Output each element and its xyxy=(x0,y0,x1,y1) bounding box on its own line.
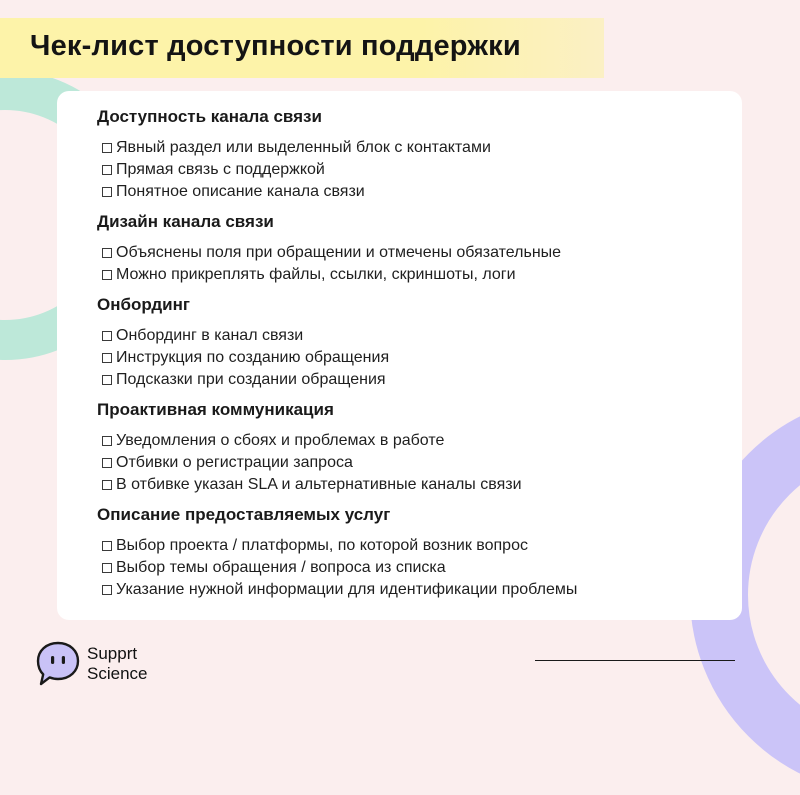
checklist-item[interactable] xyxy=(97,474,577,496)
checkbox[interactable] xyxy=(102,458,112,468)
checkbox[interactable] xyxy=(102,541,112,551)
checklist-item-label: Можно прикреплять файлы, ссылки, скриншоты, логи xyxy=(116,266,516,283)
checklist-items xyxy=(97,430,577,496)
checklist-items xyxy=(97,137,577,203)
checklist-item-label: Онбординг в канал связи xyxy=(116,327,304,344)
checklist-items xyxy=(97,242,577,286)
checklist-item[interactable] xyxy=(97,535,577,557)
checklist-item[interactable] xyxy=(97,557,577,579)
checklist-item-label: Прямая связь с поддержкой xyxy=(116,161,325,178)
checkbox[interactable] xyxy=(102,331,112,341)
checkbox[interactable] xyxy=(102,480,112,490)
brand-line-1: Supprt xyxy=(87,644,138,663)
checklist-item-label: Понятное описание канала связи xyxy=(116,183,365,200)
checklist-item-label: Отбивки о регистрации запроса xyxy=(116,454,353,471)
checkbox[interactable] xyxy=(102,143,112,153)
brand-line-2: Science xyxy=(87,664,148,683)
checklist-item-label: Инструкция по созданию обращения xyxy=(116,349,390,366)
chat-bubble-face-icon xyxy=(36,640,80,688)
checklist-item-label: Указание нужной информации для идентификации проблемы xyxy=(116,581,578,598)
checklist-sections xyxy=(97,105,577,608)
checklist-section xyxy=(97,210,577,286)
checklist-item[interactable] xyxy=(97,242,577,264)
section-title: Доступность канала связи xyxy=(97,107,322,126)
checkbox[interactable] xyxy=(102,563,112,573)
checkbox[interactable] xyxy=(102,248,112,258)
checklist-section xyxy=(97,398,577,496)
section-title: Дизайн канала связи xyxy=(97,212,274,231)
checklist-item[interactable] xyxy=(97,347,577,369)
footer-divider xyxy=(535,660,735,661)
checklist-item-label: Уведомления о сбоях и проблемах в работе xyxy=(116,432,445,449)
checklist-item-label: Выбор темы обращения / вопроса из списка xyxy=(116,559,446,576)
checklist-section xyxy=(97,293,577,391)
checklist-item[interactable] xyxy=(97,430,577,452)
checklist-card xyxy=(57,91,742,620)
checklist-item-label: Объяснены поля при обращении и отмечены обязательные xyxy=(116,244,562,261)
checkbox[interactable] xyxy=(102,585,112,595)
section-title: Проактивная коммуникация xyxy=(97,400,334,419)
checklist-item[interactable] xyxy=(97,137,577,159)
checklist-items xyxy=(97,535,577,601)
page-title: Чек-лист доступности поддержки xyxy=(30,30,521,62)
checklist-item[interactable] xyxy=(97,325,577,347)
brand-name xyxy=(87,644,147,684)
checkbox[interactable] xyxy=(102,187,112,197)
checkbox[interactable] xyxy=(102,436,112,446)
section-title: Онбординг xyxy=(97,295,190,314)
checklist-item[interactable] xyxy=(97,159,577,181)
checklist-item[interactable] xyxy=(97,181,577,203)
checkbox[interactable] xyxy=(102,165,112,175)
checklist-section xyxy=(97,105,577,203)
checklist-item[interactable] xyxy=(97,579,577,601)
checklist-item-label: В отбивке указан SLA и альтернативные каналы связи xyxy=(116,476,522,493)
checkbox[interactable] xyxy=(102,353,112,363)
checklist-items xyxy=(97,325,577,391)
checklist-item-label: Подсказки при создании обращения xyxy=(116,371,386,388)
checkbox[interactable] xyxy=(102,270,112,280)
checklist-item-label: Явный раздел или выделенный блок с контактами xyxy=(116,139,491,156)
checklist-item-label: Выбор проекта / платформы, по которой возник вопрос xyxy=(116,537,528,554)
checkbox[interactable] xyxy=(102,375,112,385)
checklist-item[interactable] xyxy=(97,264,577,286)
section-title: Описание предоставляемых услуг xyxy=(97,505,391,524)
checklist-item[interactable] xyxy=(97,452,577,474)
checklist-section xyxy=(97,503,577,601)
checklist-item[interactable] xyxy=(97,369,577,391)
